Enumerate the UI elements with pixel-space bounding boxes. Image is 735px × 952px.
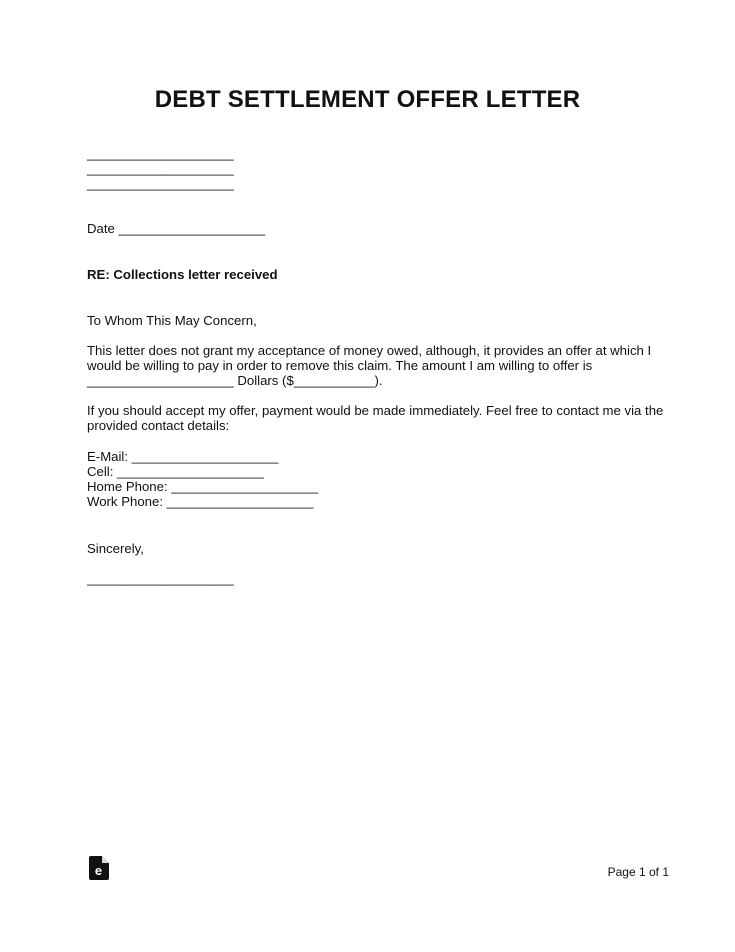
svg-text:e: e xyxy=(94,863,103,878)
date-line: Date ____________________ xyxy=(87,221,266,236)
signature-line: ____________________ xyxy=(87,571,234,586)
offer-paragraph xyxy=(87,343,667,388)
eforms-logo-icon xyxy=(89,856,109,880)
address-line-1: ____________________ xyxy=(87,146,234,161)
offer-amount-line: ____________________ Dollars ($___________). xyxy=(87,373,383,388)
cell-line: Cell: ____________________ xyxy=(87,464,264,479)
work-phone-line: Work Phone: ____________________ xyxy=(87,494,314,509)
re-line: RE: Collections letter received xyxy=(87,267,278,282)
contact-paragraph: If you should accept my offer, payment would be made immediately. Feel free to contact me via the provided contact details: xyxy=(87,403,664,433)
email-line: E-Mail: ____________________ xyxy=(87,449,279,464)
closing: Sincerely, xyxy=(87,541,144,556)
address-line-2: ____________________ xyxy=(87,161,234,176)
contact-details xyxy=(87,449,318,509)
document-title: DEBT SETTLEMENT OFFER LETTER xyxy=(154,86,581,113)
salutation: To Whom This May Concern, xyxy=(87,313,257,328)
offer-paragraph-text: This letter does not grant my acceptance of money owed, although, it provides an offer at which I would be willing to pay in order to remove this claim. The amount I am willing to offer is xyxy=(87,343,652,373)
page-number: Page 1 of 1 xyxy=(607,865,669,879)
address-line-3: ____________________ xyxy=(87,176,234,191)
home-phone-line: Home Phone: ____________________ xyxy=(87,479,318,494)
